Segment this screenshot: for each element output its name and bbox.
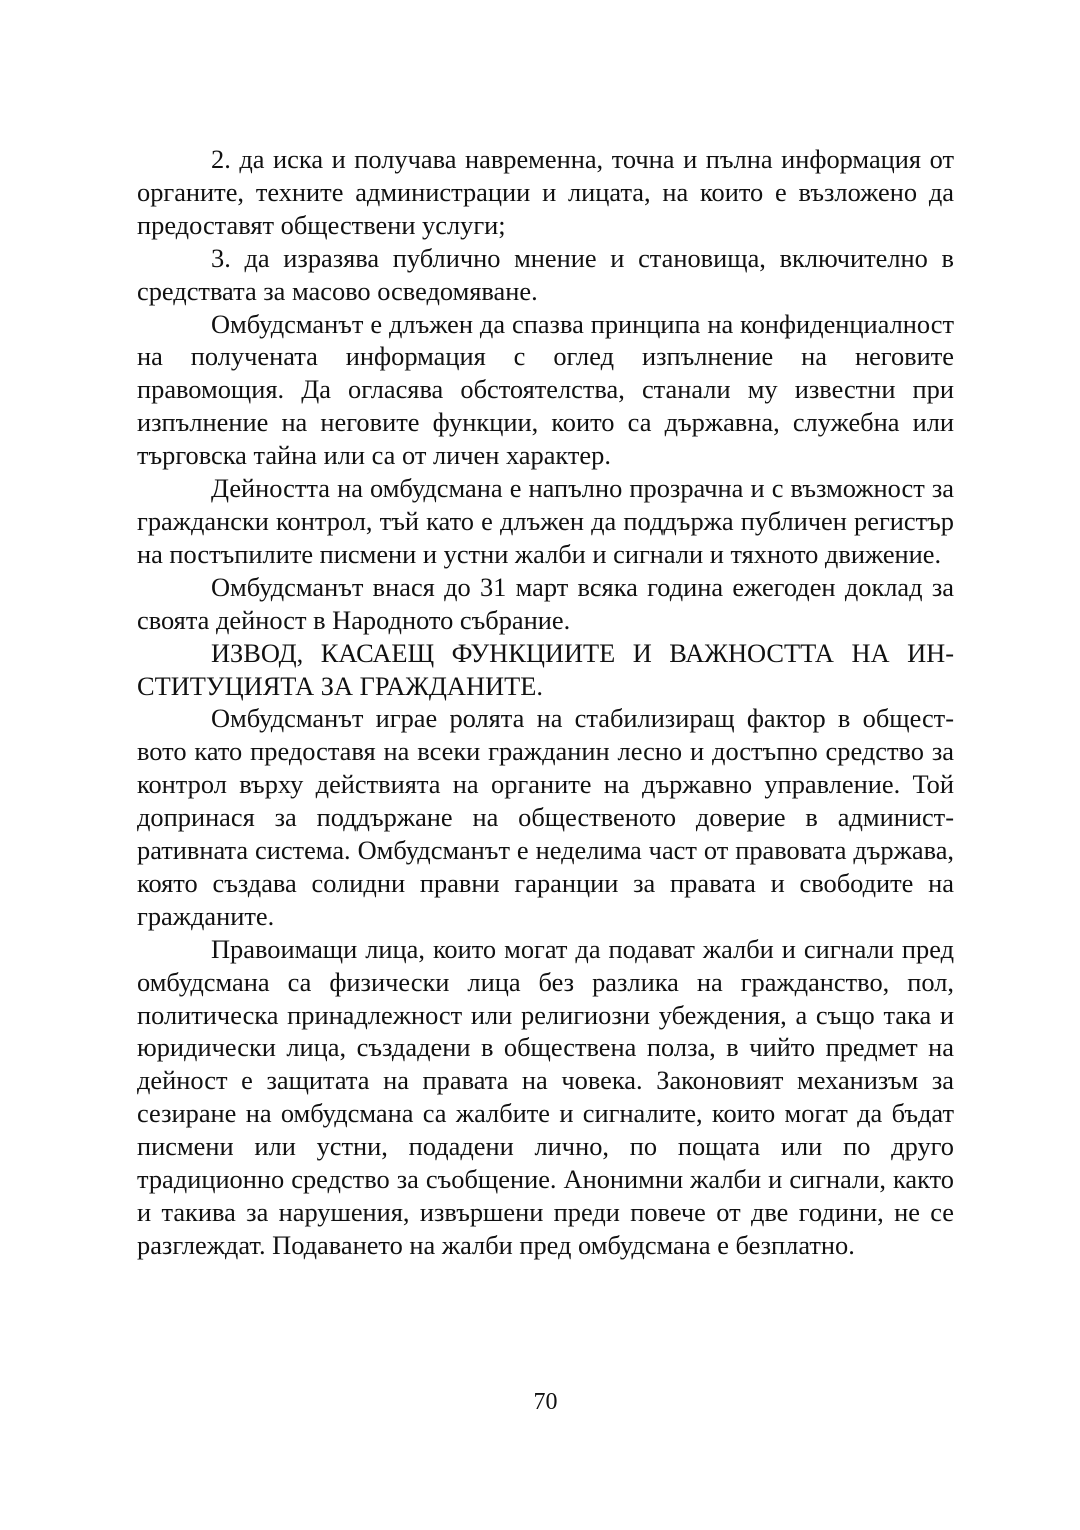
- paragraph-item-2: 2. да иска и получава навременна, точна и пълна информация от органите, техните администрации и лицата, на които е възложено да предоставят обществени услуги;: [137, 144, 954, 240]
- paragraph-annual-report: Омбудсманът внася до 31 март всяка година ежегоден доклад за своята дейност в Народното събрание.: [137, 571, 954, 635]
- paragraph-transparency: Дейността на омбудсмана е напълно прозрачна и с възможност за граждански контрол, тъй като е длъжен да поддържа публичен регистър на постъпилите писмени и устни жалби и сигнали и тяхното движение.: [137, 473, 954, 569]
- paragraph-stabilizing-factor: Омбудсманът играе ролята на стабилизиращ фактор в обществото като предоставя на всеки гражданин лесно и достъпно средство за контрол върху действията на органите на държавно управление. Той допринася за поддържане на общественото доверие в административната система. Омбудсманът е неделима част от правовата държава, която създава солидни правни гаранции за правата и свободите на гражданите.: [137, 703, 954, 931]
- body-text: [137, 143, 954, 1262]
- section-heading: ИЗВОД, КАСАЕЩ ФУНКЦИИТЕ И ВАЖНОСТТА НА ИНСТИТУЦИЯТА ЗА ГРАЖДАНИТЕ.: [137, 637, 954, 701]
- paragraph-item-3: 3. да изразява публично мнение и становища, включително в средствата за масово осведомяване.: [137, 242, 954, 306]
- document-page: [137, 0, 954, 1530]
- paragraph-confidentiality: Омбудсманът е длъжен да спазва принципа на конфиденциалност на получената информация с оглед изпълнение на неговите правомощия. Да огласява обстоятелства, станали му известни при изпълнение на неговите функции, които са държавна, служебна или търговска тайна или са от личен характер.: [137, 308, 954, 471]
- page-number: 70: [533, 1389, 558, 1415]
- paragraph-eligible-persons: Правоимащи лица, които могат да подават жалби и сигнали пред омбудсмана са физически лица без разлика на гражданство, пол, политическа принадлежност или религиозни убеждения, а също така и юридически лица, създадени в обществена полза, в чийто предмет на дейност е защитата на правата на човека. Законовият механизъм за сезиране на омбудсмана са жалбите и сигналите, които могат да бъдат писмени или устни, подадени лично, по пощата или по друго традиционно средство за съобщение. Анонимни жалби и сигнали, както и такива за нарушения, извършени преди повече от две години, не се разглеждат. Подаването на жалби пред омбудсмана е безплатно.: [137, 933, 954, 1260]
